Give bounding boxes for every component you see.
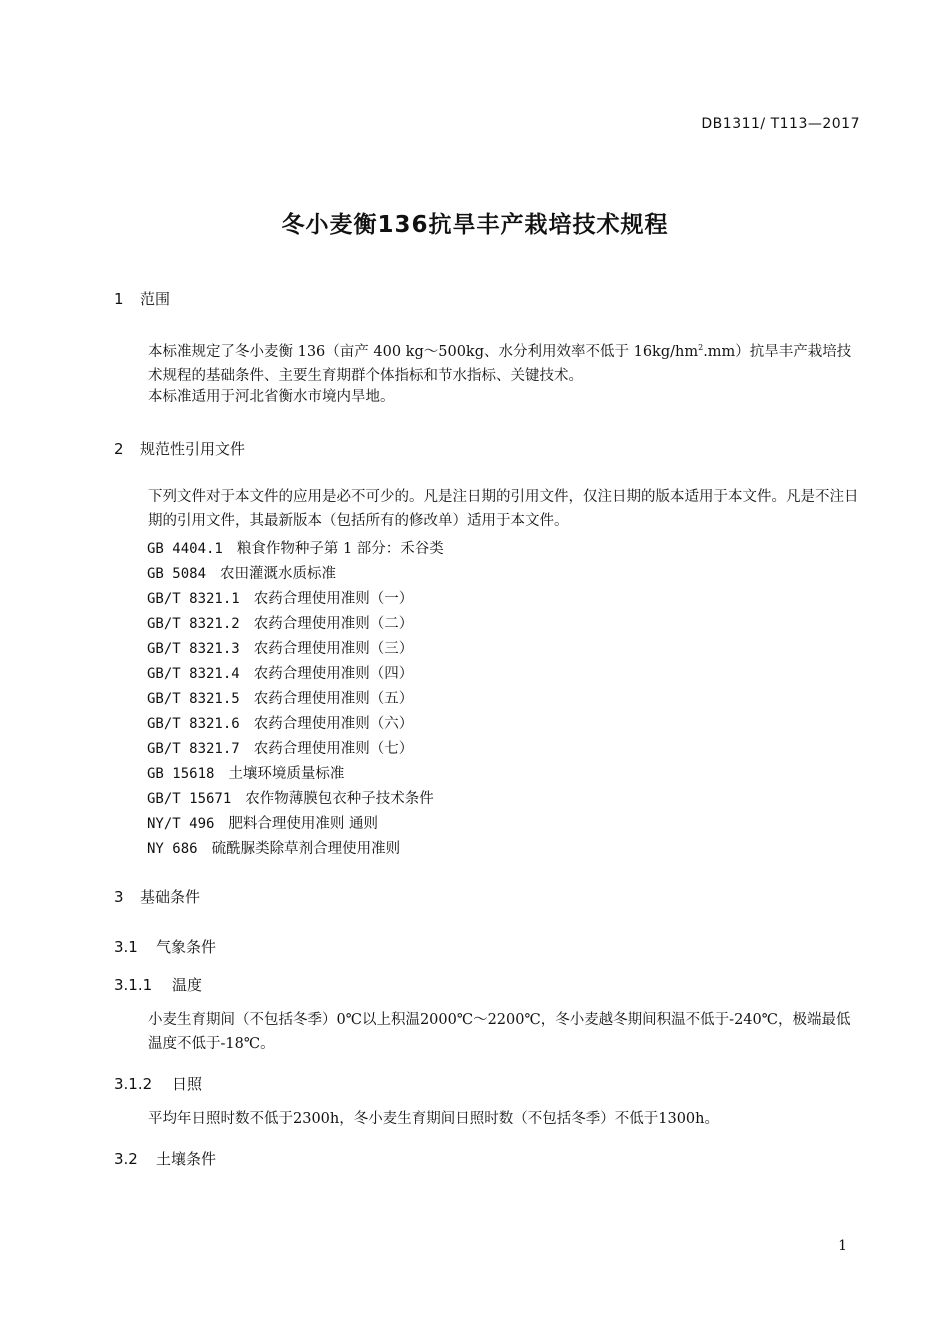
reference-item (147, 762, 344, 783)
text: 本标准规定了冬小麦衡 136（亩产 400 kg～500kg、水分利用效率不低于 16kg/hm (148, 343, 699, 360)
section-2-heading (114, 438, 245, 459)
text: 下列文件对于本文件的应用是必不可少的。凡是注日期的引用文件，仅注日期的版本适用于本文件。凡是不注日期的引用文件，其最新版本（包括所有的修改单）适用于本文件。 (148, 489, 859, 529)
section-title: 气象条件 (156, 938, 217, 956)
reference-code: GB/T 8321.1 (147, 591, 240, 607)
section-number: 2 (114, 440, 124, 458)
reference-code: GB/T 15671 (147, 791, 232, 807)
page-number: 1 (838, 1238, 847, 1254)
reference-name: 农药合理使用准则（一） (253, 591, 414, 607)
reference-item (147, 637, 413, 658)
reference-code: NY 686 (147, 841, 198, 857)
reference-name: 硫酰脲类除草剂合理使用准则 (211, 841, 401, 857)
section-title: 规范性引用文件 (140, 440, 246, 458)
reference-item (147, 812, 378, 833)
text: 本标准适用于河北省衡水市境内旱地。 (148, 389, 395, 405)
section-title: 范围 (140, 290, 171, 308)
reference-code: GB/T 8321.3 (147, 641, 240, 657)
reference-item (147, 662, 413, 683)
text: .mm）抗旱丰产栽培技术规程的基础条件、主要生育期群个体指标和节水指标、关键技术。 (148, 343, 852, 384)
reference-name: 农药合理使用准则（三） (253, 641, 414, 657)
reference-name: 土壤环境质量标准 (228, 766, 345, 782)
reference-code: GB/T 8321.4 (147, 666, 240, 682)
section-title: 温度 (172, 976, 203, 994)
section-title: 土壤条件 (156, 1150, 217, 1168)
reference-code: GB/T 8321.7 (147, 741, 240, 757)
reference-name: 农田灌溉水质标准 (220, 566, 337, 582)
text: 小麦生育期间（不包括冬季）0℃以上积温2000℃～2200℃，冬小麦越冬期间积温不低于-240℃，极端最低温度不低于-18℃。 (148, 1012, 851, 1052)
reference-code: GB 15618 (147, 766, 215, 782)
section-number: 3.1.2 (114, 1075, 153, 1093)
document-code: DB1311/ T113—2017 (701, 116, 860, 132)
paragraph (114, 1008, 860, 1056)
paragraph (114, 1107, 860, 1131)
reference-item (147, 587, 413, 608)
section-1-heading (114, 288, 170, 309)
reference-item (147, 612, 413, 633)
section-number: 1 (114, 290, 124, 308)
section-3-1-heading (114, 936, 216, 957)
reference-item (147, 712, 413, 733)
reference-name: 农药合理使用准则（四） (253, 666, 414, 682)
reference-code: GB/T 8321.2 (147, 616, 240, 632)
reference-item (147, 837, 400, 858)
section-3-1-2-heading (114, 1073, 202, 1094)
section-3-1-1-heading (114, 974, 202, 995)
reference-item (147, 687, 413, 708)
section-3-2-heading (114, 1148, 216, 1169)
section-3-heading (114, 886, 200, 907)
reference-name: 农作物薄膜包衣种子技术条件 (245, 791, 434, 807)
reference-name: 农药合理使用准则（五） (253, 691, 414, 707)
reference-item (147, 787, 434, 808)
document-title: 冬小麦衡136抗旱丰产栽培技术规程 (281, 212, 669, 238)
section-number: 3 (114, 888, 124, 906)
reference-item (147, 737, 413, 758)
paragraph (114, 336, 860, 388)
section-number: 3.1.1 (114, 976, 153, 994)
reference-name: 农药合理使用准则（七） (253, 741, 414, 757)
reference-code: GB/T 8321.6 (147, 716, 240, 732)
reference-code: GB 4404.1 (147, 541, 223, 557)
reference-code: GB 5084 (147, 566, 207, 582)
reference-name: 农药合理使用准则（六） (253, 716, 414, 732)
reference-name: 农药合理使用准则（二） (253, 616, 414, 632)
section-number: 3.1 (114, 938, 138, 956)
reference-code: GB/T 8321.5 (147, 691, 240, 707)
paragraph (114, 485, 860, 533)
superscript: 2 (698, 343, 704, 352)
section-title: 日照 (172, 1075, 203, 1093)
reference-item (147, 537, 444, 558)
reference-name: 粮食作物种子第 1 部分：禾谷类 (236, 541, 444, 557)
section-title: 基础条件 (140, 888, 201, 906)
paragraph (114, 385, 860, 409)
reference-code: NY/T 496 (147, 816, 215, 832)
section-number: 3.2 (114, 1150, 138, 1168)
reference-item (147, 562, 336, 583)
text: 平均年日照时数不低于2300h，冬小麦生育期间日照时数（不包括冬季）不低于1300h。 (148, 1111, 719, 1127)
reference-name: 肥料合理使用准则 通则 (228, 816, 379, 832)
